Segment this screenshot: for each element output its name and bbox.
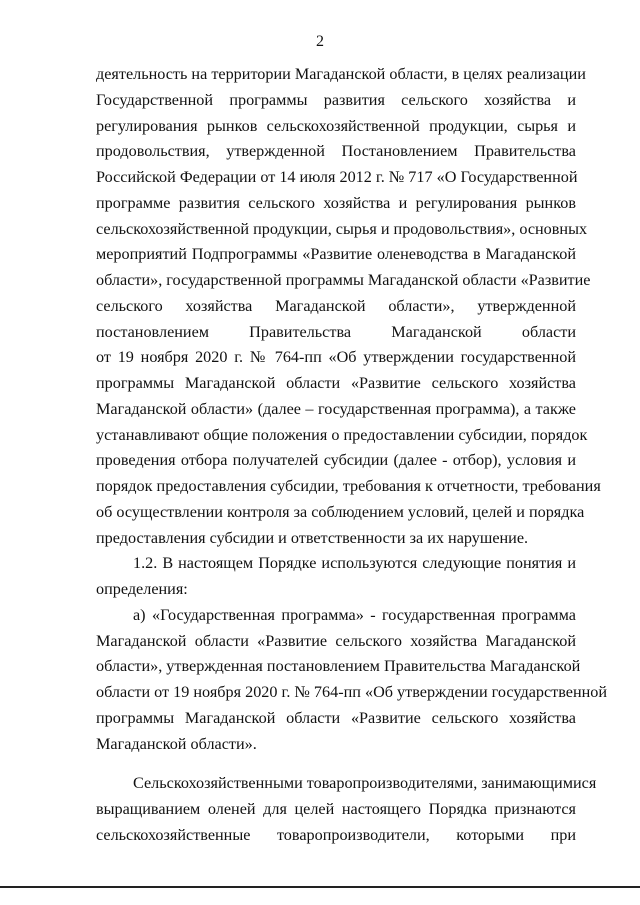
text-line: сельскохозяйственной продукции, сырья и продовольствия», основных [96,219,588,238]
paragraph-spacer [96,757,576,771]
document-body [96,62,608,849]
text-line: Государственной программы развития сельского хозяйства и [96,90,576,109]
text-line: программы Магаданской области «Развитие сельского хозяйства [96,374,576,392]
text-line: деятельность на территории Магаданской области, в целях реализации [96,65,586,83]
text-line: программе развития сельского хозяйства и регулирования рынков [96,193,576,212]
text-line: 1.2. В настоящем Порядке используются следующие понятия и [133,554,576,573]
text-line: области от 19 ноября 2020 г. № 764-пп «Об утверждении государственной [96,683,608,701]
text-line: Магаданской области». [96,734,257,753]
text-line: об осуществлении контроля за соблюдением условий, целей и порядка [96,502,585,521]
text-line: регулирования рынков сельскохозяйственной продукции, сырья и [96,116,576,135]
text-line: проведения отбора получателей субсидии (далее - отбор), условия и [96,451,576,470]
text-line: от 19 ноября 2020 г. № 764-пп «Об утверждении государственной [96,348,576,367]
text-line: а) «Государственная программа» - государственная программа [133,605,576,624]
text-line: предоставления субсидии и ответственности за их нарушение. [96,528,529,547]
text-line: области», утвержденная постановлением Правительства Магаданской [96,657,581,676]
paragraph-purpose [96,62,601,551]
text-line: Сельскохозяйственными товаропроизводителями, занимающимися [133,774,597,793]
paragraph-producers [96,771,597,848]
text-line: сельскохозяйственные товаропроизводители, которыми при [96,825,576,844]
text-line: устанавливают общие положения о предоставлении субсидии, порядок [96,425,588,444]
paragraph-definition-a [96,603,608,758]
text-line: постановлением Правительства Магаданской области [96,322,576,341]
text-line: Российской Федерации от 14 июля 2012 г. № 717 «О Государственной [96,168,578,186]
text-line: определения: [96,580,188,598]
text-line: выращиванием оленей для целей настоящего Порядка признаются [96,800,576,818]
text-line: области», государственной программы Магаданской области «Развитие [96,271,591,289]
paragraph-definitions-intro [96,551,576,603]
text-line: мероприятий Подпрограммы «Развитие оленеводства в Магаданской [96,245,576,264]
text-line: программы Магаданской области «Развитие сельского хозяйства [96,708,576,727]
text-line: Магаданской области» (далее – государственная программа), а также [96,399,576,418]
text-line: продовольствия, утвержденной Постановлением Правительства [96,142,576,161]
footer-rule [0,886,640,888]
text-line: Магаданской области «Развитие сельского хозяйства Магаданской [96,631,576,650]
text-line: порядок предоставления субсидии, требования к отчетности, требования [96,477,601,495]
page-number: 2 [316,33,324,50]
text-line: сельского хозяйства Магаданской области», утвержденной [96,296,576,315]
